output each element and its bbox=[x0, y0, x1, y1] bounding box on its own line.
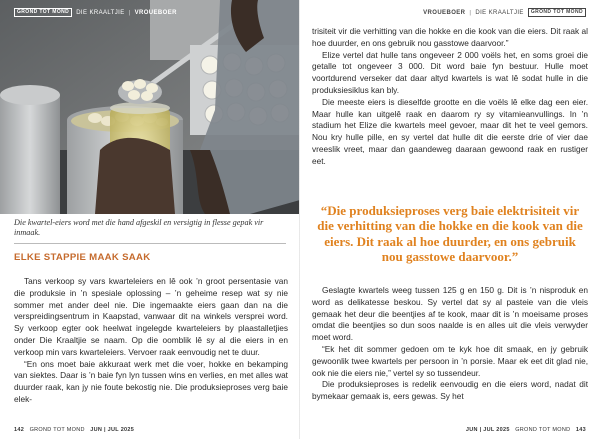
pull-quote: “Die produksieproses verg baie elektrisiteit vir die verhitting van die hokke en die kook van die eiers. Dit raak al hoe duurder, en ons gebruik nou gasstowe daarvoor.” bbox=[317, 203, 583, 265]
magazine-logo: GROND TOT MOND bbox=[528, 8, 586, 17]
body-paragraph: Tans verkoop sy vars kwarteleiers en lê ook ’n groot persentasie van die produksie in ’n spesiale oplossing – ’n geheime resep wat sy nie sommer met ander deel nie. Die ingemaakte eiers gaan dan na die verspreidingsentrum in Kaapstad, vanwaar dit na winkels versprei word. Sy verkoop egter ook heelwat ingelegde kwarteleiers by plaastalletjies onder Die Kraaltjie se naam. Op die oomblik lê sy al die eiers in en verkoop min vars kwarteleiers. Vervoer raak eenvoudig net te duur. bbox=[14, 276, 288, 357]
caption-divider bbox=[14, 243, 286, 244]
section-heading: ELKE STAPPIE MAAK SAAK bbox=[14, 252, 151, 263]
right-page bbox=[300, 0, 600, 439]
header-left bbox=[14, 8, 177, 17]
body-paragraph: Die produksieproses is redelik eenvoudig en die eiers word, nadat dit bymekaar gemaak is, eers gewas. Sy het bbox=[312, 379, 588, 402]
footer-issue: JUN | JUL 2025 bbox=[90, 427, 135, 433]
body-paragraph: “Ek het dit sommer gedoen om te kyk hoe dit smaak, en jy gebruik gewoonlik twee kwartels per persoon in ’n porsie. Maar ek eet dit glad nie, ook nie die eiers nie,” vertel sy so tussendeur. bbox=[312, 343, 588, 378]
right-body-text-bottom bbox=[312, 285, 588, 403]
footer-left bbox=[14, 427, 134, 433]
body-paragraph: Geslagte kwartels weeg tussen 125 g en 150 g. Dit is ’n nisproduk en word as delikatesse beskou. Sy vertel dat sy al pasteie van die vleis gemaak het deur die beentjies af te kook, maar dit is ’n moeisame proses omdat die beentjies so dun soos naalde is en alles uit die vleis verwyder moet word. bbox=[312, 285, 588, 343]
left-body-text bbox=[14, 276, 288, 406]
footer-issue: JUN | JUL 2025 bbox=[465, 427, 510, 433]
body-paragraph: Elize vertel dat hulle tans ongeveer 2 000 voëls het, en soms groei die getalle tot ongeveer 3 000. Dit word baie fyn bestuur. Hulle moet voortdurend verseker dat daar altyd kwartels is wat lê sodat hulle in die produksiesiklus kan bly. bbox=[312, 49, 588, 95]
photo-caption: Die kwartel-eiers word met die hand afgeskil en versigtig in flesse gepak vir inmaak. bbox=[14, 218, 264, 237]
photo-kitchen-eggs-icon bbox=[0, 0, 300, 214]
right-body-text-top bbox=[312, 26, 588, 168]
header-separator: | bbox=[469, 9, 472, 16]
page-number: 143 bbox=[575, 427, 586, 433]
body-paragraph: “En ons moet baie akkuraat werk met die voer, hokke en bekamping van siektes. Daar is ’n baie fyn lyn tussen wins en verlies, en met alles wat duurder raak, kan jy nie foute bekostig nie. Die produksieproses verg baie elek- bbox=[14, 358, 288, 404]
magazine-logo: GROND TOT MOND bbox=[14, 8, 72, 17]
body-paragraph: Die meeste eiers is dieselfde grootte en die voëls lê elke dag een eier. Maar hulle kan uitgelê raak en daarom ry sy vitamieanvullings. In ’n stadium het Elize die kwartels meel gevoer, maar dit het te veel gemors. Nou kry hulle pille, en sy vertel dat hulle dit die eerste drie of vier dae vreeslik vreet, maar dan gaandeweg daaraan gewoond raak en rustiger eet. bbox=[312, 96, 588, 166]
header-section: DIE KRAALTJIE bbox=[475, 9, 524, 16]
footer-magazine: GROND TOT MOND bbox=[29, 427, 85, 433]
header-tag: VROUEBOER bbox=[423, 9, 466, 16]
page-number: 142 bbox=[14, 427, 25, 433]
kitchen-photo bbox=[0, 0, 300, 214]
body-paragraph: trisiteit vir die verhitting van die hokke en die kook van die eiers. Dit raak al hoe duurder, en ons gebruik nou gasstowe daarvoor.” bbox=[312, 26, 588, 48]
footer-magazine: GROND TOT MOND bbox=[515, 427, 571, 433]
header-right bbox=[423, 8, 586, 17]
header-separator: | bbox=[128, 9, 131, 16]
header-tag: VROUEBOER bbox=[134, 9, 177, 16]
header-section: DIE KRAALTJIE bbox=[76, 9, 125, 16]
footer-right bbox=[466, 427, 586, 433]
